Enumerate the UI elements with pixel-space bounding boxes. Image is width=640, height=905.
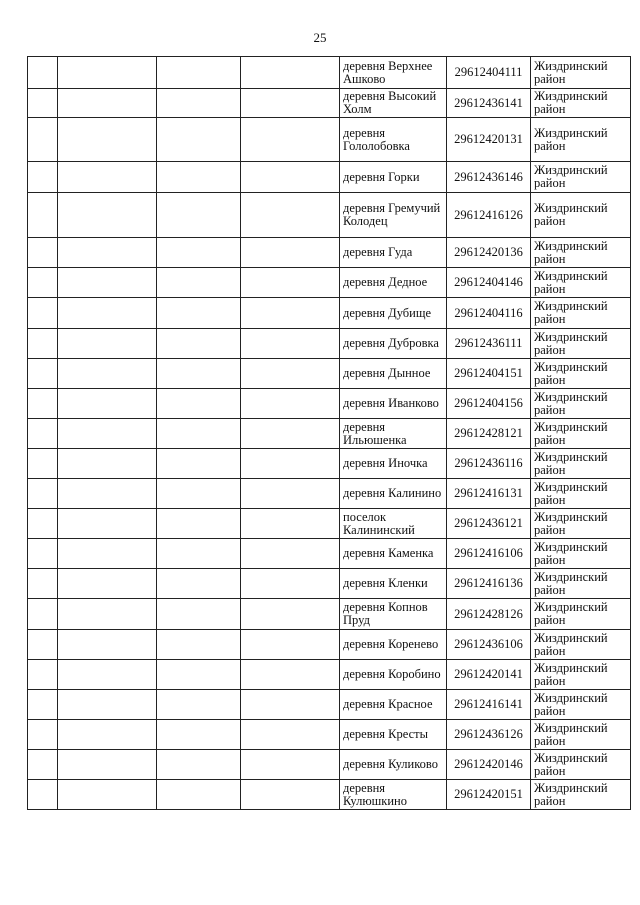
district-cell: Жиздринский район — [531, 193, 631, 238]
empty-cell — [241, 509, 340, 539]
empty-cell — [241, 89, 340, 118]
empty-cell — [157, 298, 241, 329]
empty-cell — [241, 389, 340, 419]
district-cell: Жиздринский район — [531, 359, 631, 389]
empty-cell — [157, 630, 241, 660]
empty-cell — [28, 57, 58, 89]
settlement-name-cell: деревня Иночка — [340, 449, 447, 479]
empty-cell — [28, 569, 58, 599]
oktmo-code-cell: 29612404156 — [447, 389, 531, 419]
settlement-name-cell: деревня Каменка — [340, 539, 447, 569]
table-row — [28, 359, 631, 389]
empty-cell — [58, 118, 157, 162]
empty-cell — [241, 569, 340, 599]
oktmo-code-cell: 29612404111 — [447, 57, 531, 89]
district-cell: Жиздринский район — [531, 389, 631, 419]
empty-cell — [28, 599, 58, 630]
empty-cell — [58, 660, 157, 690]
settlements-table — [27, 56, 631, 810]
empty-cell — [157, 162, 241, 193]
table-row — [28, 193, 631, 238]
district-cell: Жиздринский район — [531, 162, 631, 193]
empty-cell — [58, 389, 157, 419]
empty-cell — [157, 57, 241, 89]
oktmo-code-cell: 29612416126 — [447, 193, 531, 238]
empty-cell — [58, 298, 157, 329]
oktmo-code-cell: 29612436121 — [447, 509, 531, 539]
oktmo-code-cell: 29612420151 — [447, 780, 531, 810]
empty-cell — [28, 389, 58, 419]
empty-cell — [241, 118, 340, 162]
empty-cell — [28, 660, 58, 690]
empty-cell — [241, 690, 340, 720]
empty-cell — [58, 449, 157, 479]
oktmo-code-cell: 29612420136 — [447, 238, 531, 268]
empty-cell — [241, 449, 340, 479]
settlement-name-cell: деревня Кленки — [340, 569, 447, 599]
district-cell: Жиздринский район — [531, 539, 631, 569]
table-row — [28, 329, 631, 359]
oktmo-code-cell: 29612420146 — [447, 750, 531, 780]
oktmo-code-cell: 29612428121 — [447, 419, 531, 449]
empty-cell — [28, 118, 58, 162]
empty-cell — [241, 359, 340, 389]
empty-cell — [157, 660, 241, 690]
settlement-name-cell: деревня Красное — [340, 690, 447, 720]
settlement-name-cell: деревня Кресты — [340, 720, 447, 750]
empty-cell — [241, 193, 340, 238]
oktmo-code-cell: 29612436126 — [447, 720, 531, 750]
empty-cell — [28, 162, 58, 193]
empty-cell — [241, 780, 340, 810]
table-row — [28, 780, 631, 810]
empty-cell — [157, 118, 241, 162]
table-row — [28, 389, 631, 419]
empty-cell — [58, 89, 157, 118]
empty-cell — [241, 750, 340, 780]
empty-cell — [157, 509, 241, 539]
empty-cell — [58, 780, 157, 810]
district-cell: Жиздринский район — [531, 449, 631, 479]
empty-cell — [241, 268, 340, 298]
empty-cell — [28, 268, 58, 298]
table-row — [28, 720, 631, 750]
settlement-name-cell: деревня Высокий Холм — [340, 89, 447, 118]
empty-cell — [241, 419, 340, 449]
settlement-name-cell: деревня Дубище — [340, 298, 447, 329]
empty-cell — [157, 449, 241, 479]
settlement-name-cell: деревня Коренево — [340, 630, 447, 660]
empty-cell — [58, 419, 157, 449]
oktmo-code-cell: 29612416131 — [447, 479, 531, 509]
empty-cell — [157, 780, 241, 810]
empty-cell — [58, 690, 157, 720]
empty-cell — [157, 268, 241, 298]
empty-cell — [157, 479, 241, 509]
settlement-name-cell: деревня Коробино — [340, 660, 447, 690]
empty-cell — [28, 298, 58, 329]
empty-cell — [157, 720, 241, 750]
settlement-name-cell: деревня Иванково — [340, 389, 447, 419]
oktmo-code-cell: 29612428126 — [447, 599, 531, 630]
settlement-name-cell: деревня Горки — [340, 162, 447, 193]
empty-cell — [157, 238, 241, 268]
oktmo-code-cell: 29612436111 — [447, 329, 531, 359]
empty-cell — [157, 539, 241, 569]
empty-cell — [28, 238, 58, 268]
empty-cell — [28, 329, 58, 359]
empty-cell — [28, 690, 58, 720]
district-cell: Жиздринский район — [531, 690, 631, 720]
empty-cell — [58, 509, 157, 539]
empty-cell — [241, 539, 340, 569]
table-row — [28, 162, 631, 193]
district-cell: Жиздринский район — [531, 720, 631, 750]
oktmo-code-cell: 29612436141 — [447, 89, 531, 118]
empty-cell — [58, 57, 157, 89]
empty-cell — [58, 359, 157, 389]
table-row — [28, 569, 631, 599]
table-row — [28, 509, 631, 539]
oktmo-code-cell: 29612416136 — [447, 569, 531, 599]
page-number: 25 — [313, 30, 327, 45]
oktmo-code-cell: 29612420131 — [447, 118, 531, 162]
empty-cell — [241, 720, 340, 750]
district-cell: Жиздринский район — [531, 479, 631, 509]
table-row — [28, 419, 631, 449]
district-cell: Жиздринский район — [531, 509, 631, 539]
empty-cell — [58, 193, 157, 238]
settlement-name-cell: деревня Копнов Пруд — [340, 599, 447, 630]
empty-cell — [58, 539, 157, 569]
empty-cell — [157, 329, 241, 359]
empty-cell — [58, 720, 157, 750]
empty-cell — [241, 479, 340, 509]
settlement-name-cell: деревня Гуда — [340, 238, 447, 268]
table-row — [28, 690, 631, 720]
oktmo-code-cell: 29612416141 — [447, 690, 531, 720]
empty-cell — [28, 359, 58, 389]
empty-cell — [157, 389, 241, 419]
empty-cell — [28, 720, 58, 750]
empty-cell — [28, 539, 58, 569]
settlement-name-cell: поселок Калининский — [340, 509, 447, 539]
district-cell: Жиздринский район — [531, 419, 631, 449]
empty-cell — [241, 630, 340, 660]
table-row — [28, 539, 631, 569]
oktmo-code-cell: 29612436146 — [447, 162, 531, 193]
settlement-name-cell: деревня Ильюшенка — [340, 419, 447, 449]
empty-cell — [58, 630, 157, 660]
oktmo-code-cell: 29612404146 — [447, 268, 531, 298]
empty-cell — [28, 750, 58, 780]
empty-cell — [58, 569, 157, 599]
district-cell: Жиздринский район — [531, 268, 631, 298]
empty-cell — [28, 193, 58, 238]
oktmo-code-cell: 29612404116 — [447, 298, 531, 329]
empty-cell — [157, 359, 241, 389]
empty-cell — [28, 630, 58, 660]
empty-cell — [58, 268, 157, 298]
settlement-name-cell: деревня Гремучий Колодец — [340, 193, 447, 238]
table-row — [28, 449, 631, 479]
empty-cell — [241, 599, 340, 630]
table-row — [28, 238, 631, 268]
district-cell: Жиздринский район — [531, 780, 631, 810]
table-row — [28, 57, 631, 89]
oktmo-code-cell: 29612420141 — [447, 660, 531, 690]
district-cell: Жиздринский район — [531, 660, 631, 690]
empty-cell — [28, 419, 58, 449]
table-body — [28, 57, 631, 810]
table-row — [28, 599, 631, 630]
oktmo-code-cell: 29612436116 — [447, 449, 531, 479]
settlement-name-cell: деревня Кулюшкино — [340, 780, 447, 810]
empty-cell — [28, 479, 58, 509]
table-row — [28, 118, 631, 162]
empty-cell — [28, 509, 58, 539]
table-row — [28, 89, 631, 118]
district-cell: Жиздринский район — [531, 750, 631, 780]
table-row — [28, 268, 631, 298]
settlement-name-cell: деревня Дынное — [340, 359, 447, 389]
empty-cell — [241, 298, 340, 329]
empty-cell — [28, 89, 58, 118]
empty-cell — [157, 599, 241, 630]
empty-cell — [28, 449, 58, 479]
empty-cell — [157, 690, 241, 720]
oktmo-code-cell: 29612416106 — [447, 539, 531, 569]
empty-cell — [58, 479, 157, 509]
empty-cell — [58, 238, 157, 268]
empty-cell — [157, 193, 241, 238]
empty-cell — [157, 419, 241, 449]
table-row — [28, 630, 631, 660]
empty-cell — [157, 569, 241, 599]
district-cell: Жиздринский район — [531, 569, 631, 599]
table-row — [28, 660, 631, 690]
empty-cell — [157, 89, 241, 118]
oktmo-code-cell: 29612436106 — [447, 630, 531, 660]
table-row — [28, 750, 631, 780]
settlement-name-cell: деревня Дубровка — [340, 329, 447, 359]
district-cell: Жиздринский район — [531, 329, 631, 359]
district-cell: Жиздринский район — [531, 599, 631, 630]
district-cell: Жиздринский район — [531, 89, 631, 118]
district-cell: Жиздринский район — [531, 238, 631, 268]
settlement-name-cell: деревня Дедное — [340, 268, 447, 298]
empty-cell — [241, 238, 340, 268]
empty-cell — [58, 162, 157, 193]
district-cell: Жиздринский район — [531, 298, 631, 329]
settlement-name-cell: деревня Верхнее Ашково — [340, 57, 447, 89]
empty-cell — [157, 750, 241, 780]
settlement-name-cell: деревня Гололобовка — [340, 118, 447, 162]
empty-cell — [241, 329, 340, 359]
empty-cell — [241, 57, 340, 89]
empty-cell — [28, 780, 58, 810]
settlement-name-cell: деревня Куликово — [340, 750, 447, 780]
table-row — [28, 298, 631, 329]
empty-cell — [241, 660, 340, 690]
district-cell: Жиздринский район — [531, 630, 631, 660]
empty-cell — [58, 329, 157, 359]
oktmo-code-cell: 29612404151 — [447, 359, 531, 389]
district-cell: Жиздринский район — [531, 57, 631, 89]
district-cell: Жиздринский район — [531, 118, 631, 162]
settlement-name-cell: деревня Калинино — [340, 479, 447, 509]
empty-cell — [241, 162, 340, 193]
table-row — [28, 479, 631, 509]
empty-cell — [58, 750, 157, 780]
empty-cell — [58, 599, 157, 630]
